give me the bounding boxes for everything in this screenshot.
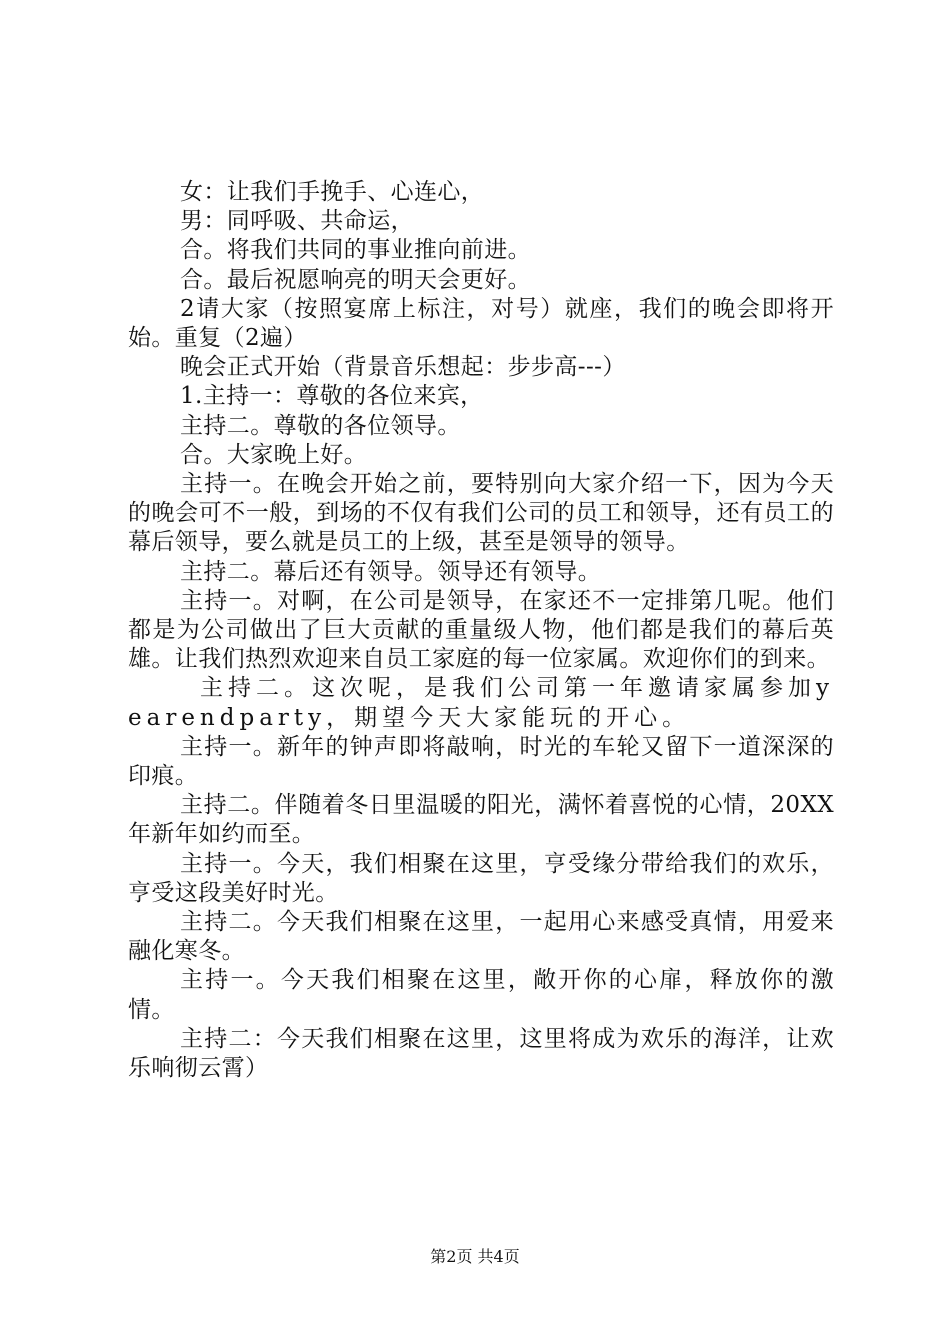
paragraph: 主持二。今天我们相聚在这里，一起用心来感受真情，用爱来融化寒冬。: [128, 909, 834, 965]
page-number-footer: 第2页 共4页: [430, 1247, 520, 1266]
paragraph: 男：同呼吸、共命运，: [180, 208, 414, 235]
paragraph: 主持一。今天，我们相聚在这里，亨受缘分带给我们的欢乐，亨受这段美好时光。: [128, 850, 834, 906]
paragraph: 1.主持一：尊敬的各位来宾，: [180, 383, 484, 410]
paragraph: 主持一。今天我们相聚在这里，敞开你的心扉，释放你的激情。: [128, 967, 834, 1023]
paragraph: 合。大家晚上好。: [180, 441, 368, 468]
paragraph: 主持二。这次呢，是我们公司第一年邀请家属参加yearendparty，期望今天大家能玩的开心。: [128, 675, 834, 731]
paragraph: 主持二。尊敬的各位领导。: [180, 412, 461, 439]
paragraph: 合。将我们共同的事业推向前进。: [180, 237, 531, 264]
paragraph: 主持二。幕后还有领导。领导还有领导。: [180, 558, 602, 585]
paragraph: 合。最后祝愿响亮的明天会更好。: [180, 266, 531, 293]
paragraph: 主持二：今天我们相聚在这里，这里将成为欢乐的海洋，让欢乐响彻云霄）: [128, 1025, 834, 1082]
paragraph: 2请大家（按照宴席上标注，对号）就座，我们的晚会即将开始。重复（2遍）: [128, 295, 834, 352]
paragraph: 主持一。对啊，在公司是领导，在家还不一定排第几呢。他们都是为公司做出了巨大贡献的重量级人物，他们都是我们的幕后英雄。让我们热烈欢迎来自员工家庭的每一位家属。欢迎你们的到来。: [128, 587, 834, 673]
paragraph: 主持一。在晚会开始之前，要特别向大家介绍一下，因为今天的晚会可不一般，到场的不仅有我们公司的员工和领导，还有员工的幕后领导，要么就是员工的上级，甚至是领导的领导。: [128, 471, 834, 556]
paragraph: 主持二。伴随着冬日里温暖的阳光，满怀着喜悦的心情，20XX年新年如约而至。: [128, 792, 834, 848]
paragraph: 晚会正式开始（背景音乐想起：步步高---）: [180, 354, 626, 381]
paragraph: 主持一。新年的钟声即将敲响，时光的车轮又留下一道深深的印痕。: [128, 733, 834, 790]
paragraph: 女：让我们手挽手、心连心，: [180, 179, 485, 205]
document-body: [128, 178, 834, 1083]
